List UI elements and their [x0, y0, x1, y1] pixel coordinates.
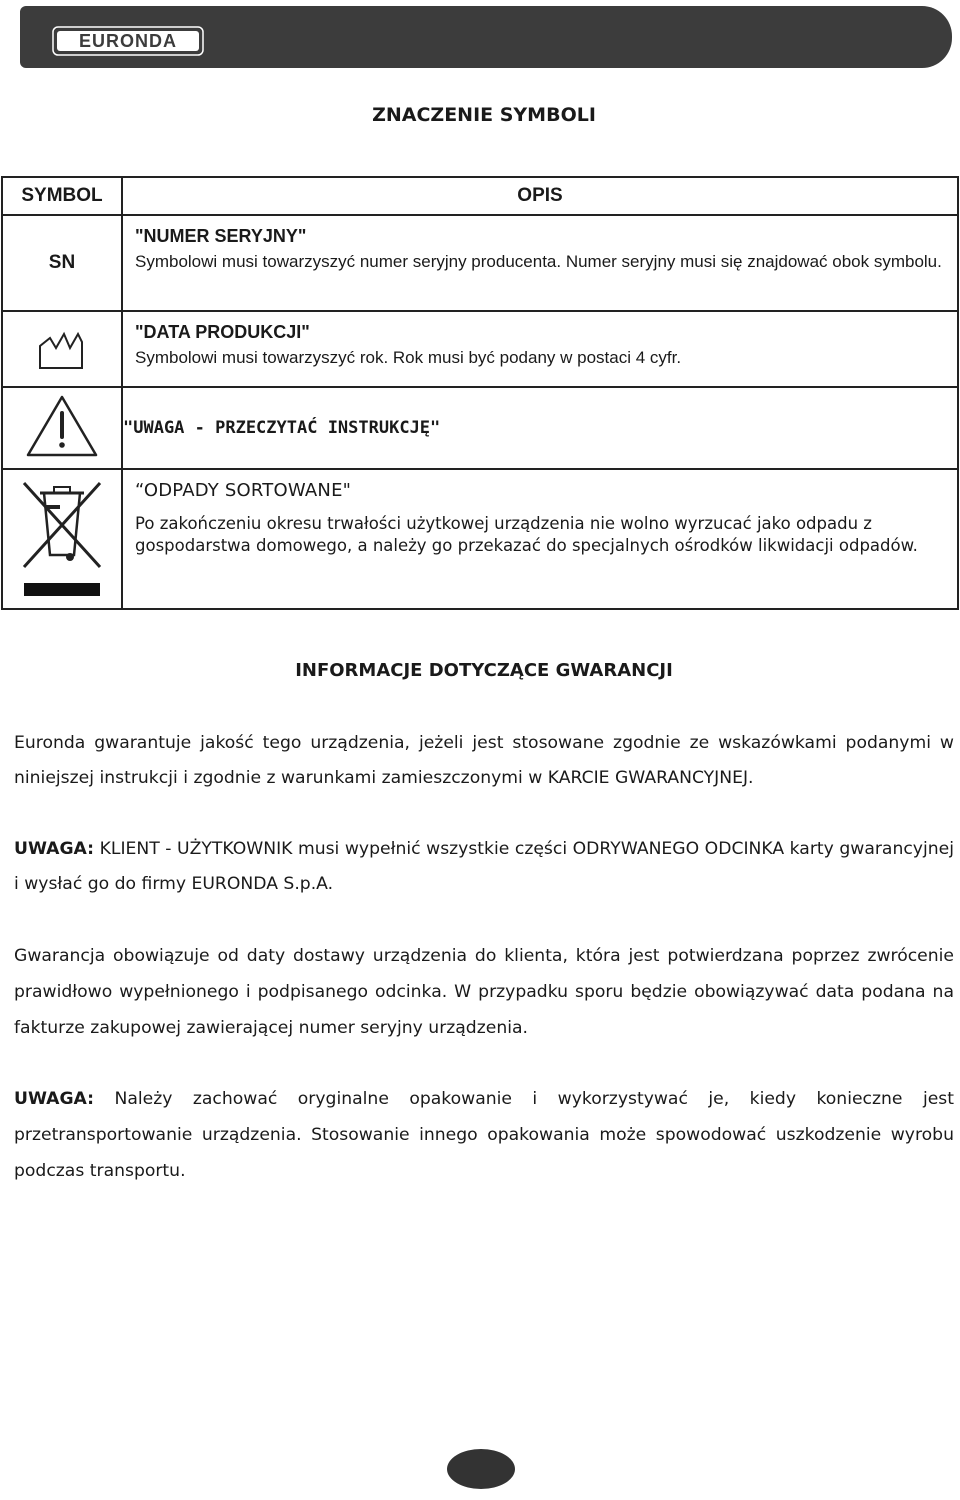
row-text: Symbolowi musi towarzyszyć numer seryjny producenta. Numer seryjny musi się znajdować obok symbolu.: [135, 252, 942, 271]
warranty-paragraph: [14, 1081, 954, 1189]
factory-date-icon: [34, 322, 90, 372]
paragraph-text: KLIENT - UŻYTKOWNIK musi wypełnić wszystkie części ODRYWANEGO ODCINKA karty gwarancyjnej i wysłać go do firmy EURONDA S.p.A.: [14, 839, 954, 894]
symbol-cell: [2, 311, 122, 387]
symbol-cell: [2, 387, 122, 469]
table-row: [2, 311, 958, 387]
row-title: "DATA PRODUKCJI": [135, 322, 310, 342]
symbol-cell: [2, 469, 122, 609]
description-cell: [122, 311, 958, 387]
row-text: Po zakończeniu okresu trwałości użytkowej urządzenia nie wolno wyrzucać jako odpadu z gospodarstwa domowego, a należy go przekazać do specjalnych ośrodków likwidacji odpadów.: [135, 514, 918, 555]
svg-text:EURONDA: EURONDA: [78, 31, 178, 51]
row-title: “ODPADY SORTOWANE": [135, 480, 352, 501]
description-cell: [122, 469, 958, 609]
page-number-badge: [447, 1449, 515, 1489]
column-header-description: OPIS: [122, 177, 958, 215]
warranty-title: INFORMACJE DOTYCZĄCE GWARANCJI: [295, 660, 673, 681]
row-text: Symbolowi musi towarzyszyć rok. Rok musi być podany w postaci 4 cyfr.: [135, 348, 682, 367]
description-cell: [122, 215, 958, 311]
symbol-cell: [2, 215, 122, 311]
description-cell: [122, 387, 958, 469]
warranty-paragraph: Euronda gwarantuje jakość tego urządzenia, jeżeli jest stosowane zgodnie ze wskazówkami podanymi w niniejszej instrukcji i zgodnie z warunkami zamieszczonymi w KARCIE GWARANCYJNEJ.: [14, 733, 954, 788]
column-header-symbol: SYMBOL: [2, 177, 122, 215]
row-title: "UWAGA - PRZECZYTAĆ INSTRUKCJĘ": [123, 418, 441, 438]
warning-triangle-icon: [25, 393, 99, 459]
warranty-paragraph: [14, 832, 954, 902]
warning-label: UWAGA:: [14, 1089, 95, 1109]
euronda-logo: [52, 26, 204, 56]
row-title: "NUMER SERYJNY": [135, 226, 307, 246]
header-bar: [20, 6, 952, 68]
warranty-paragraph: Gwarancja obowiązuje od daty dostawy urządzenia do klienta, która jest potwierdzana poprzez zwrócenie prawidłowo wypełnionego i podpisanego odcinka. W przypadku sporu będzie obowiązywać data podana na fakturze zakupowej zawierającej numer seryjny urządzenia.: [14, 946, 954, 1038]
paragraph-text: Należy zachować oryginalne opakowanie i wykorzystywać je, kiedy konieczne jest przetransportowanie urządzenia. Stosowanie innego opakowania może spowodować uszkodzenie wyrobu podczas transportu.: [14, 1089, 954, 1181]
page-title: ZNACZENIE SYMBOLI: [372, 104, 596, 126]
serial-number-symbol: SN: [48, 252, 76, 273]
table-row: [2, 215, 958, 311]
table-row: [2, 469, 958, 609]
crossed-bin-icon: [16, 475, 108, 599]
symbols-table: [1, 176, 959, 610]
table-row: [2, 387, 958, 469]
warning-label: UWAGA:: [14, 839, 95, 859]
